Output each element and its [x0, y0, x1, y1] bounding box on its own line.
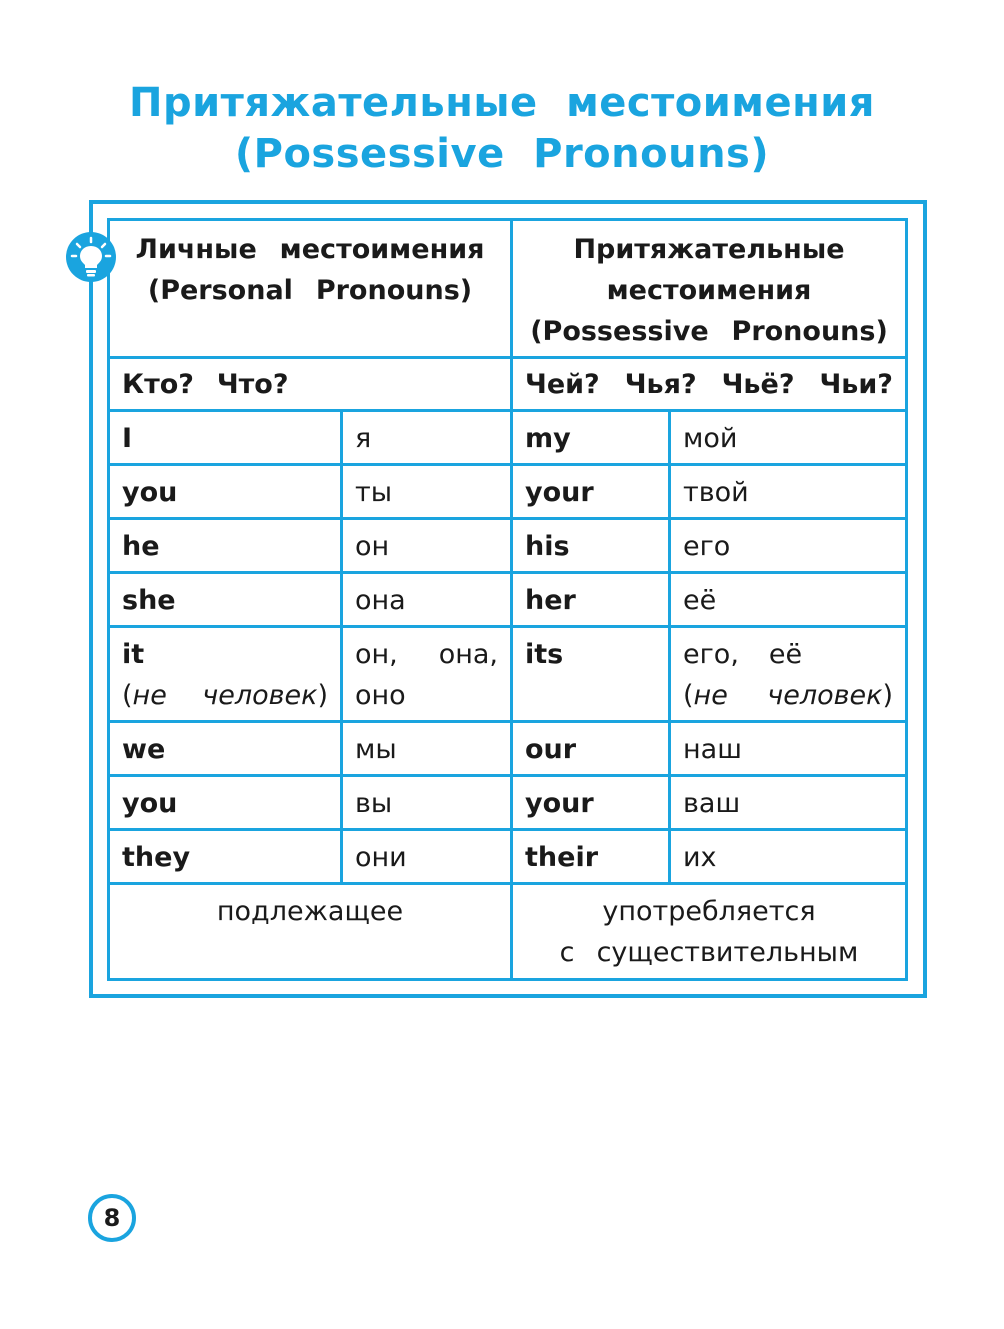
possessive-pronoun: its — [512, 627, 670, 722]
table-row — [109, 465, 907, 519]
question-whose-f: Чья? — [624, 369, 697, 400]
footer-line-2: с существительным — [559, 937, 859, 968]
table-row — [109, 722, 907, 776]
personal-translation: он — [342, 519, 512, 573]
possessive-translation: мой — [670, 411, 907, 465]
table-row — [109, 776, 907, 830]
possessive-pronoun: her — [512, 573, 670, 627]
note-paren-open: ( — [122, 680, 133, 711]
translation-word: он, — [355, 639, 398, 670]
note-word-human: человек — [767, 680, 883, 711]
note-word-not: не — [693, 680, 728, 711]
question-whose-m: Чей? — [525, 369, 600, 400]
note-paren-open: ( — [683, 680, 694, 711]
questions-possessive — [512, 358, 907, 411]
possessive-pronoun: their — [512, 830, 670, 884]
personal-pronoun — [109, 627, 342, 722]
footer-line-1: употребляется — [602, 896, 816, 927]
page-title-line-2: (Possessive Pronouns) — [234, 131, 770, 177]
personal-translation: вы — [342, 776, 512, 830]
page-title-line-1: Притяжательные местоимения — [129, 80, 875, 126]
personal-pronoun: we — [109, 722, 342, 776]
footer-row — [109, 884, 907, 980]
translation-word: она, — [438, 639, 498, 670]
possessive-translation: его — [670, 519, 907, 573]
personal-pronoun: she — [109, 573, 342, 627]
possessive-translation: их — [670, 830, 907, 884]
personal-pronoun: you — [109, 776, 342, 830]
possessive-pronoun: your — [512, 776, 670, 830]
personal-note — [122, 675, 328, 716]
personal-translation: я — [342, 411, 512, 465]
note-word-human: человек — [202, 680, 318, 711]
table-row — [109, 627, 907, 722]
header-row — [109, 220, 907, 358]
personal-translation: она — [342, 573, 512, 627]
personal-translation — [342, 627, 512, 722]
questions-row — [109, 358, 907, 411]
note-paren-close: ) — [317, 680, 328, 711]
footer-subject: подлежащее — [109, 884, 512, 980]
possessive-pronoun: your — [512, 465, 670, 519]
personal-translation: ты — [342, 465, 512, 519]
possessive-pronoun: his — [512, 519, 670, 573]
page-number: 8 — [88, 1194, 136, 1242]
possessive-pronoun: our — [512, 722, 670, 776]
table-row — [109, 411, 907, 465]
questions-personal: Кто? Что? — [109, 358, 512, 411]
question-whose-n: Чьё? — [721, 369, 795, 400]
table-row — [109, 519, 907, 573]
translation-word: оно — [355, 680, 406, 711]
possessive-translation: её — [670, 573, 907, 627]
possessive-translation — [670, 627, 907, 722]
possessive-note — [683, 675, 893, 716]
possessive-translation: наш — [670, 722, 907, 776]
header-personal-line-1: Личные местоимения — [135, 234, 485, 265]
translation-word: его, — [683, 639, 739, 670]
note-paren-close: ) — [882, 680, 893, 711]
header-possessive-line-1: Притяжательные — [573, 234, 845, 265]
lightbulb-icon — [66, 232, 116, 282]
personal-pronoun: you — [109, 465, 342, 519]
possessive-pronoun: my — [512, 411, 670, 465]
footer-used-with-noun — [512, 884, 907, 980]
header-personal-pronouns — [109, 220, 512, 358]
header-possessive-line-3: (Possessive Pronouns) — [530, 316, 888, 347]
question-whose-pl: Чьи? — [819, 369, 893, 400]
personal-translation: мы — [342, 722, 512, 776]
pronoun-table — [107, 218, 908, 981]
possessive-translation: ваш — [670, 776, 907, 830]
note-word-not: не — [132, 680, 167, 711]
translation-word: её — [768, 639, 803, 670]
header-possessive-line-2: местоимения — [606, 275, 812, 306]
possessive-translation: твой — [670, 465, 907, 519]
personal-pronoun: they — [109, 830, 342, 884]
table-row — [109, 830, 907, 884]
header-personal-line-2: (Personal Pronouns) — [147, 275, 473, 306]
personal-translation: они — [342, 830, 512, 884]
personal-pronoun: I — [109, 411, 342, 465]
personal-pronoun: he — [109, 519, 342, 573]
personal-pronoun-word: it — [122, 639, 145, 670]
table-row — [109, 573, 907, 627]
header-possessive-pronouns — [512, 220, 907, 358]
